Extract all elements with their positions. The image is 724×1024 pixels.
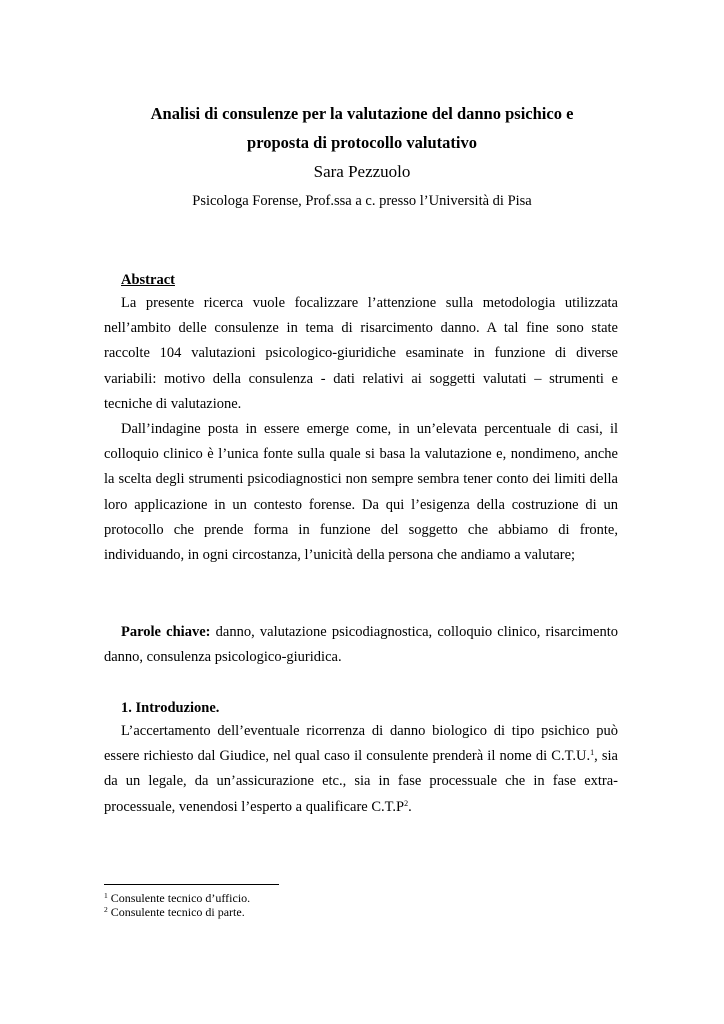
introduction-paragraph xyxy=(104,719,618,820)
footnote-1-number: 1 xyxy=(104,891,108,900)
paper-title-line-2: proposta di protocollo valutativo xyxy=(247,133,477,152)
keywords-label: Parole chiave: xyxy=(121,624,211,640)
keywords-paragraph xyxy=(104,620,618,670)
author-affiliation: Psicologa Forense, Prof.ssa a c. presso l’Università di Pisa xyxy=(192,193,532,209)
footnote-separator xyxy=(104,884,279,885)
abstract-paragraph-1: La presente ricerca vuole focalizzare l’attenzione sulla metodologia utilizzata nell’ambito delle consulenze in tema di risarcimento danno. A tal fine sono state raccolte 104 valutazioni psicologico-giuridiche esaminate in funzione di diverse variabili: motivo della consulenza - dati relativi ai soggetti valutati – strumenti e tecniche di valutazione. xyxy=(104,295,618,412)
footnote-2 xyxy=(104,905,245,919)
footnote-2-text: Consulente tecnico di parte. xyxy=(110,905,245,919)
abstract-heading: Abstract xyxy=(121,272,175,288)
introduction-text-1: L’accertamento dell’eventuale ricorrenza di danno biologico di tipo psichico può essere richiesto dal Giudice, nel qual caso il consulente prenderà il nome di C.T.U. xyxy=(104,723,618,765)
keywords-text: danno, valutazione psicodiagnostica, colloquio clinico, risarcimento danno, consulenza psicologico-giuridica. xyxy=(104,624,618,666)
introduction-heading: 1. Introduzione. xyxy=(121,700,220,716)
footnote-2-number: 2 xyxy=(104,905,108,914)
footnote-ref-1: 1 xyxy=(590,748,595,758)
abstract-paragraph-2: Dall’indagine posta in essere emerge come, in un’elevata percentuale di casi, il colloquio clinico è l’unica fonte sulla quale si basa la valutazione e, nondimeno, anche la scelta degli strumenti psicodiagnostici non sempre sembra tener conto dei limiti della loro applicazione in un contesto forense. Da qui l’esigenza della costruzione di un protocollo che prende forma in funzione del soggetto che abbiamo di fronte, individuando, in ogni circostanza, l’unicità della persona che andiamo a valutare; xyxy=(104,421,618,564)
introduction-text-2: , sia da un legale, da un’assicurazione etc., sia in fase processuale che in fase extra-processuale, venendosi l’esperto a qualificare C.T.P xyxy=(104,748,618,815)
paper-author: Sara Pezzuolo xyxy=(313,162,411,181)
introduction-text-3: . xyxy=(408,798,412,815)
footnote-1 xyxy=(104,891,250,905)
paper-title-line-1: Analisi di consulenze per la valutazione del danno psichico e xyxy=(150,104,574,123)
footnote-ref-2: 2 xyxy=(404,798,409,808)
footnote-1-text: Consulente tecnico d’ufficio. xyxy=(110,891,251,905)
